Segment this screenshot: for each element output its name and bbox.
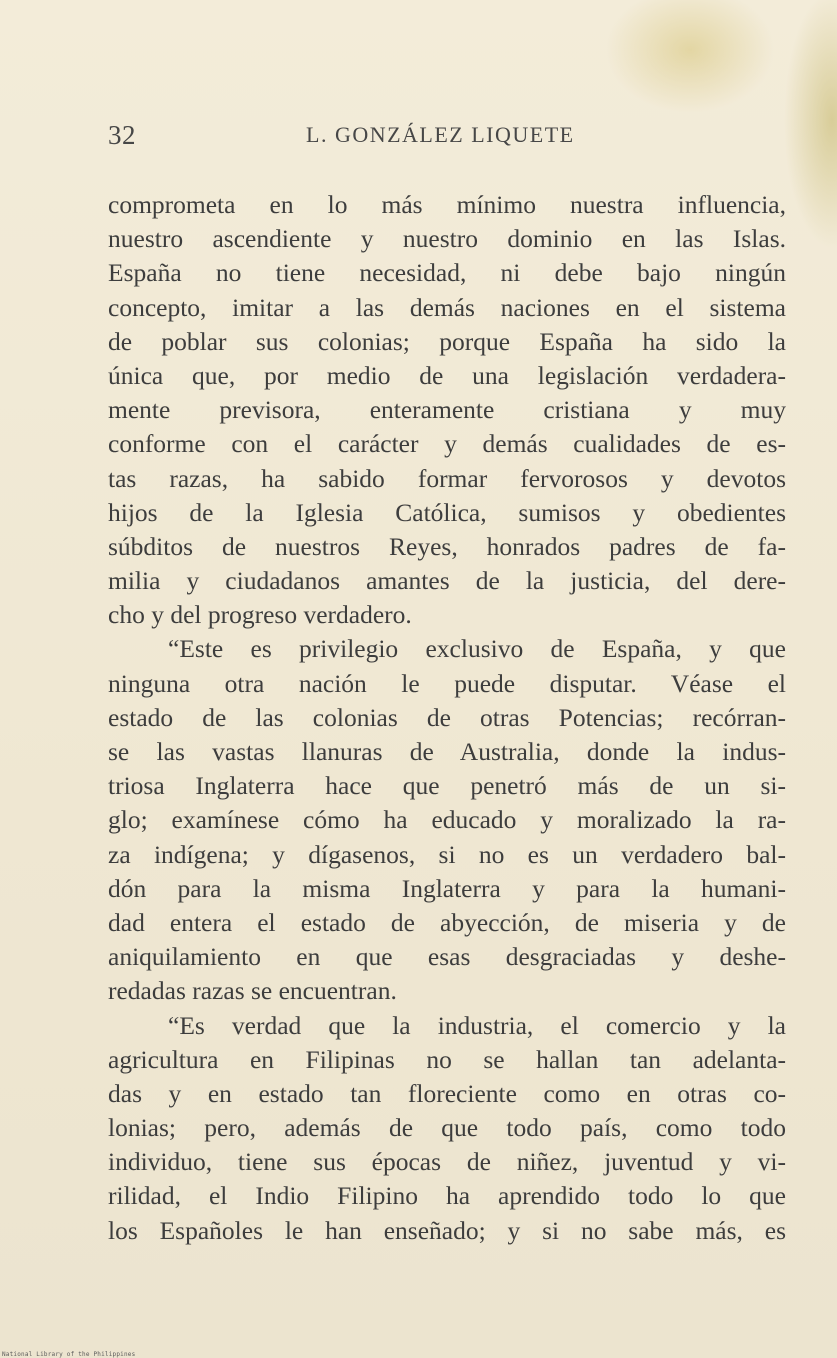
text-line: España no tiene necesidad, ni debe bajo ningún <box>108 258 786 288</box>
text-line: za indígena; y dígasenos, si no es un verdadero bal- <box>108 839 786 869</box>
text-line: se las vastas llanuras de Australia, donde la indus- <box>108 737 786 766</box>
page-number: 32 <box>108 120 136 150</box>
text-line: das y en estado tan floreciente como en otras co- <box>108 1078 786 1108</box>
text-line: conforme con el carácter y demás cualidades de es- <box>108 429 786 459</box>
text-line: los Españoles le han enseñado; y si no sabe más, es <box>108 1215 786 1245</box>
text-line: aniquilamiento en que esas desgraciadas y deshe- <box>108 942 786 972</box>
text-line: única que, por medio de una legislación verdadera- <box>108 360 786 390</box>
text-line: concepto, imitar a las demás naciones en el sistema <box>108 292 786 322</box>
text-line: ninguna otra nación le puede disputar. Véase el <box>108 668 786 698</box>
text-line: glo; examínese cómo ha educado y moralizado la ra- <box>108 805 786 835</box>
text-line: cho y del progreso verdadero. <box>108 600 412 630</box>
text-line: dón para la misma Inglaterra y para la humani- <box>108 873 786 903</box>
text-line: milia y ciudadanos amantes de la justicia, del dere- <box>108 566 786 596</box>
text-line: rilidad, el Indio Filipino ha aprendido todo lo que <box>108 1181 786 1211</box>
library-credit: National Library of the Philippines <box>2 1351 136 1358</box>
text-line: hijos de la Iglesia Católica, sumisos y obedientes <box>108 497 786 527</box>
text-line: de poblar sus colonias; porque España ha sido la <box>108 326 786 356</box>
body-text <box>108 188 786 1248</box>
text-line: súbditos de nuestros Reyes, honrados padres de fa- <box>108 531 786 561</box>
page-header <box>108 120 788 156</box>
running-head: L. GONZÁLEZ LIQUETE <box>306 122 575 147</box>
text-line: agricultura en Filipinas no se hallan tan adelanta- <box>108 1044 786 1074</box>
text-line: lonias; pero, además de que todo país, como todo <box>108 1113 786 1143</box>
text-line: triosa Inglaterra hace que penetró más de un si- <box>108 771 786 801</box>
text-line-paragraph-start: “Este es privilegio exclusivo de España, y que <box>168 634 786 664</box>
text-line: nuestro ascendiente y nuestro dominio en las Islas. <box>108 224 786 254</box>
text-line: dad entera el estado de abyección, de miseria y de <box>108 907 786 937</box>
text-line: mente previsora, enteramente cristiana y muy <box>108 395 786 425</box>
text-line: redadas razas se encuentran. <box>108 976 397 1006</box>
text-line: estado de las colonias de otras Potencias; recórran- <box>108 702 786 732</box>
text-line: comprometa en lo más mínimo nuestra influencia, <box>108 190 786 219</box>
text-line-paragraph-start: “Es verdad que la industria, el comercio y la <box>168 1010 786 1040</box>
text-line: tas razas, ha sabido formar fervorosos y devotos <box>108 463 786 493</box>
text-line: individuo, tiene sus épocas de niñez, juventud y vi- <box>108 1147 786 1177</box>
